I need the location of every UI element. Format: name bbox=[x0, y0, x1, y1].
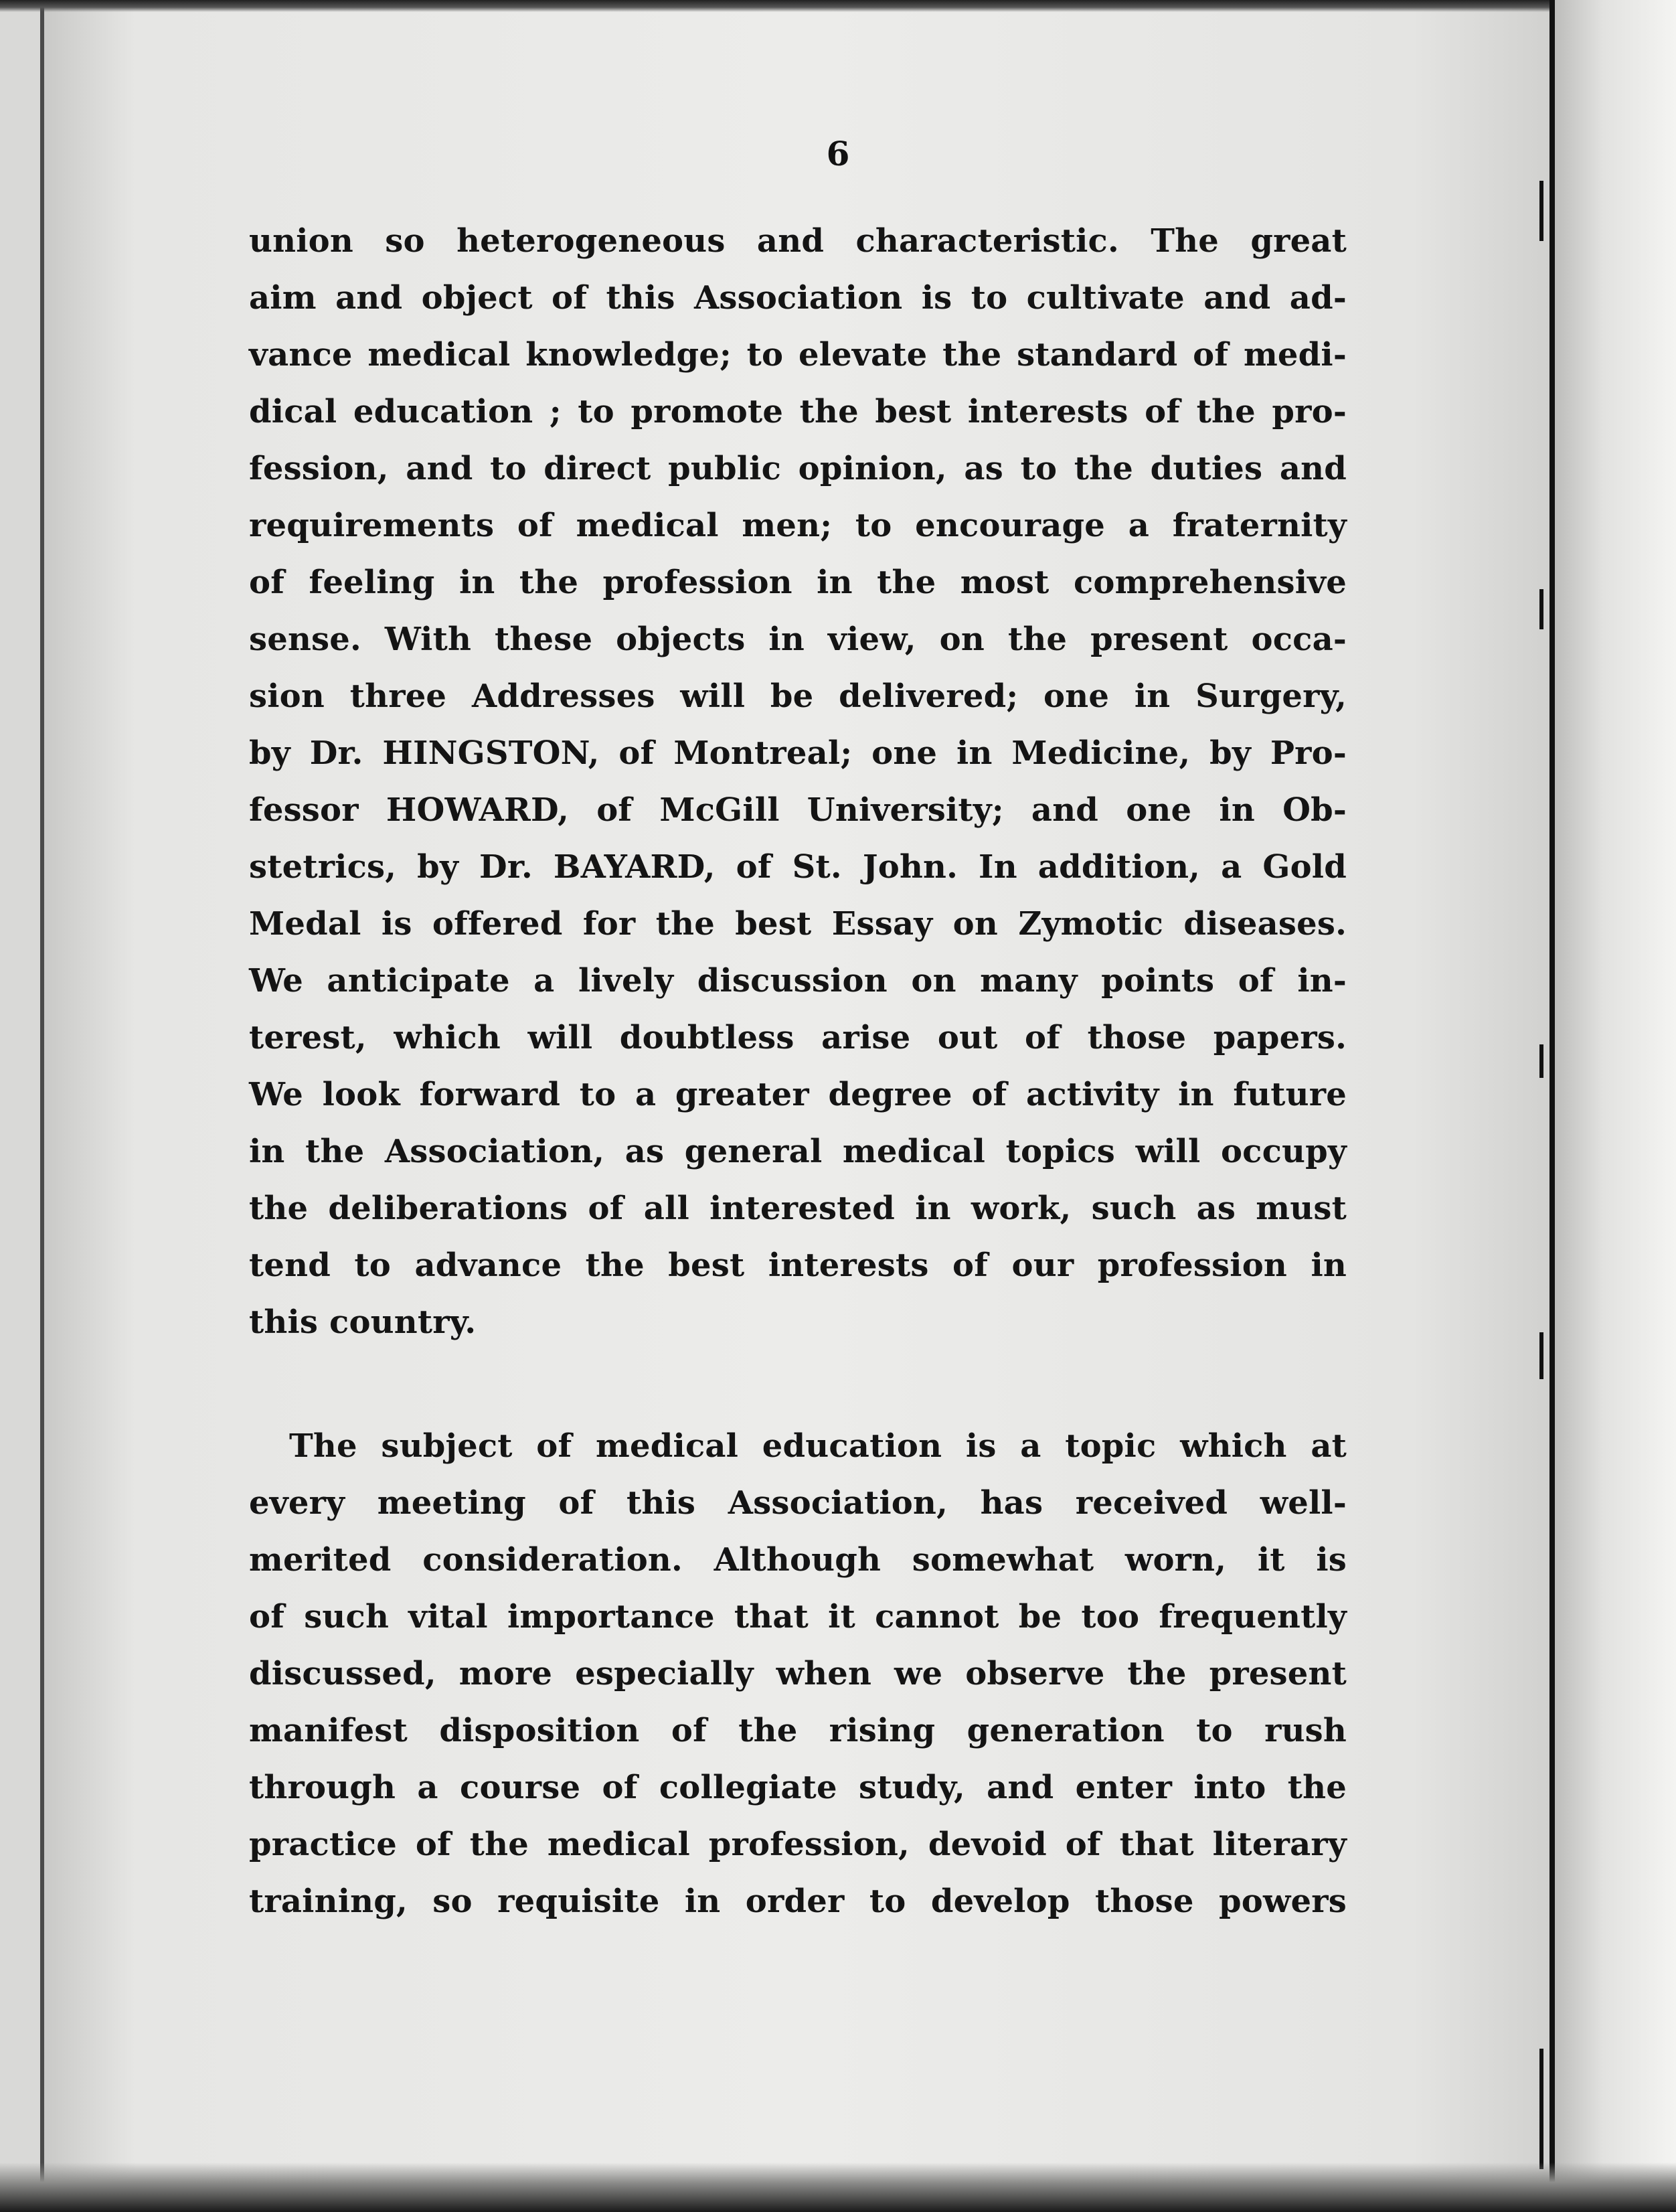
text-line: training, so requisite in order to develop those powers bbox=[249, 1883, 1347, 1920]
page-number: 6 bbox=[826, 134, 850, 173]
text-line: of such vital importance that it cannot be too frequently bbox=[249, 1598, 1347, 1636]
text-line: terest, which will doubtless arise out of those papers. bbox=[249, 1019, 1347, 1056]
text-line: sion three Addresses will be delivered; one in Surgery, bbox=[249, 678, 1347, 715]
text-line: fession, and to direct public opinion, as to the duties and bbox=[249, 450, 1347, 487]
paragraph-1 bbox=[249, 213, 1347, 1351]
text-line: union so heterogeneous and characteristic. The great bbox=[249, 222, 1347, 260]
page-gutter-line bbox=[1549, 0, 1555, 2212]
gutter-mark bbox=[1539, 589, 1543, 629]
text-line: this country. bbox=[249, 1304, 477, 1341]
text-line: vance medical knowledge; to elevate the standard of medi- bbox=[249, 336, 1347, 374]
text-line: merited consideration. Although somewhat worn, it is bbox=[249, 1541, 1347, 1579]
paragraph-2 bbox=[249, 1418, 1347, 1930]
text-line: in the Association, as general medical topics will occupy bbox=[249, 1133, 1347, 1170]
adjacent-page-strip bbox=[1555, 0, 1676, 2212]
text-line: through a course of collegiate study, and enter into the bbox=[249, 1769, 1347, 1806]
text-line: requirements of medical men; to encourage a fraternity bbox=[249, 507, 1347, 544]
bottom-scan-edge bbox=[0, 2162, 1676, 2212]
gutter-mark bbox=[1539, 1332, 1543, 1379]
text-line: dical education ; to promote the best interests of the pro- bbox=[249, 393, 1347, 430]
text-line: aim and object of this Association is to cultivate and ad- bbox=[249, 279, 1347, 317]
text-line: We look forward to a greater degree of activity in future bbox=[249, 1076, 1347, 1113]
text-line: manifest disposition of the rising generation to rush bbox=[249, 1712, 1347, 1749]
top-scan-edge bbox=[0, 0, 1676, 12]
text-line: The subject of medical education is a topic which at bbox=[289, 1427, 1347, 1465]
text-line: the deliberations of all interested in work, such as must bbox=[249, 1190, 1347, 1227]
text-line: practice of the medical profession, devoid of that literary bbox=[249, 1826, 1347, 1863]
text-line: of feeling in the profession in the most comprehensive bbox=[249, 564, 1347, 601]
text-line: every meeting of this Association, has received well- bbox=[249, 1484, 1347, 1522]
text-line: We anticipate a lively discussion on many points of in- bbox=[249, 962, 1347, 1000]
gutter-mark bbox=[1539, 1044, 1543, 1078]
gutter-mark bbox=[1539, 2049, 1543, 2169]
text-line: stetrics, by Dr. BAYARD, of St. John. In addition, a Gold bbox=[249, 848, 1347, 886]
text-line: Medal is offered for the best Essay on Zymotic diseases. bbox=[249, 905, 1347, 943]
text-line: fessor HOWARD, of McGill University; and one in Ob- bbox=[249, 791, 1347, 829]
text-line: discussed, more especially when we observe the present bbox=[249, 1655, 1347, 1692]
gutter-mark bbox=[1539, 181, 1543, 241]
text-line: sense. With these objects in view, on the present occa- bbox=[249, 621, 1347, 658]
text-line: by Dr. HINGSTON, of Montreal; one in Medicine, by Pro- bbox=[249, 734, 1347, 772]
text-line: tend to advance the best interests of our profession in bbox=[249, 1247, 1347, 1284]
